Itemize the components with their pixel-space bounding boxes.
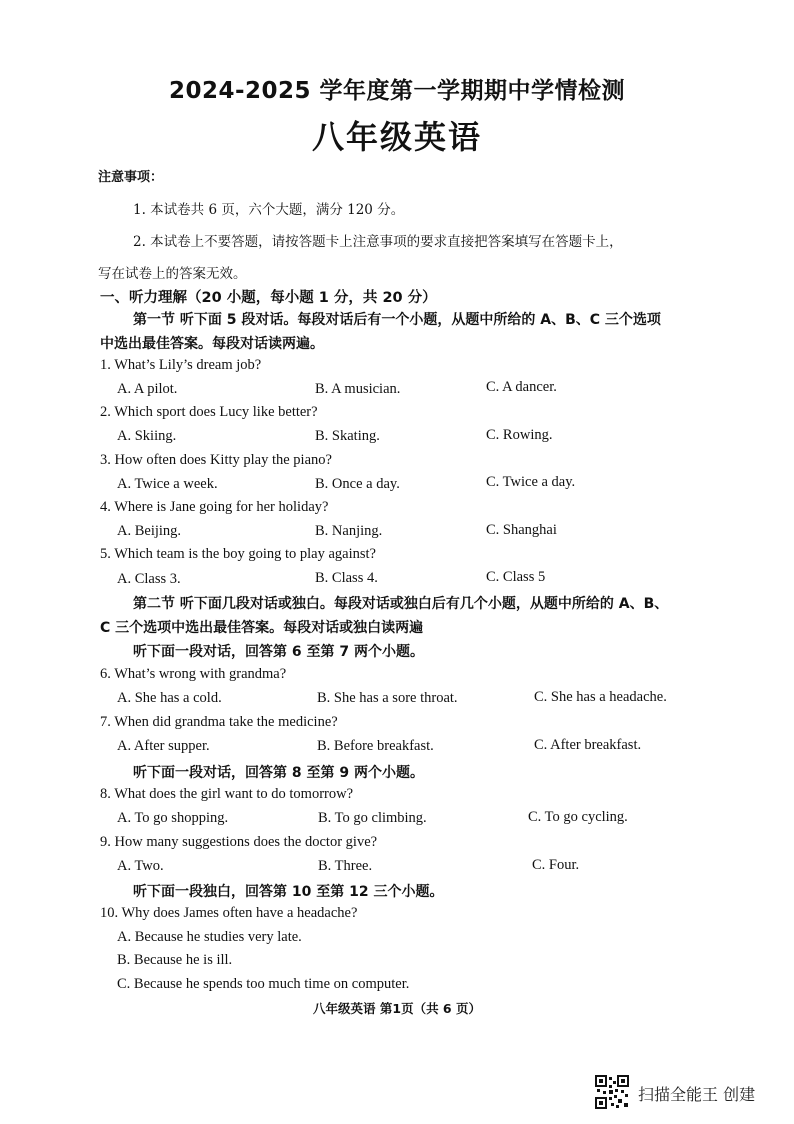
instruction-q10-12: 听下面一段独白，回答第 10 至第 12 三个小题。 bbox=[133, 884, 444, 900]
part-2-instruction: 第二节 听下面几段对话或独白。每段对话或独白后有几个小题，从题中所给的 A、B、 bbox=[133, 596, 669, 612]
option-10b: B. Because he is ill. bbox=[117, 952, 233, 968]
option-6c: C. She has a headache. bbox=[534, 689, 667, 705]
option-8a: A. To go shopping. bbox=[117, 810, 229, 826]
option-2b: B. Skating. bbox=[315, 428, 380, 444]
question-6: 6. What’s wrong with grandma? bbox=[100, 666, 287, 682]
option-4b: B. Nanjing. bbox=[315, 523, 383, 539]
question-5: 5. Which team is the boy going to play against? bbox=[100, 546, 376, 562]
option-1b: B. A musician. bbox=[315, 381, 401, 397]
question-7: 7. When did grandma take the medicine? bbox=[100, 714, 338, 730]
option-4c: C. Shanghai bbox=[486, 522, 557, 538]
notes-heading: 注意事项： bbox=[98, 170, 164, 185]
option-3b: B. Once a day. bbox=[315, 476, 400, 492]
exam-title: 2024-2025 学年度第一学期期中学情检测 bbox=[168, 78, 626, 104]
instruction-q8-9: 听下面一段对话，回答第 8 至第 9 两个小题。 bbox=[133, 765, 424, 781]
section-1-title: 一、听力理解（20 小题，每小题 1 分，共 20 分） bbox=[100, 290, 437, 306]
option-8c: C. To go cycling. bbox=[528, 809, 628, 825]
question-4: 4. Where is Jane going for her holiday? bbox=[100, 499, 329, 515]
option-5c: C. Class 5 bbox=[486, 569, 546, 585]
option-7a: A. After supper. bbox=[117, 738, 210, 754]
question-9: 9. How many suggestions does the doctor give? bbox=[100, 834, 378, 850]
question-10: 10. Why does James often have a headache? bbox=[100, 905, 358, 921]
option-5a: A. Class 3. bbox=[117, 571, 181, 587]
option-10a: A. Because he studies very late. bbox=[117, 929, 302, 945]
notes-item-2-cont: 写在试卷上的答案无效。 bbox=[98, 266, 247, 282]
option-8b: B. To go climbing. bbox=[318, 810, 427, 826]
notes-item-1: 1. 本试卷共 6 页，六个大题，满分 120 分。 bbox=[133, 202, 405, 218]
option-9a: A. Two. bbox=[117, 858, 164, 874]
part-1-instruction-cont: 中选出最佳答案。每段对话读两遍。 bbox=[100, 336, 324, 352]
notes-item-2: 2. 本试卷上不要答题，请按答题卡上注意事项的要求直接把答案填写在答题卡上， bbox=[133, 234, 623, 250]
option-2a: A. Skiing. bbox=[117, 428, 177, 444]
instruction-q6-7: 听下面一段对话，回答第 6 至第 7 两个小题。 bbox=[133, 644, 424, 660]
question-2: 2. Which sport does Lucy like better? bbox=[100, 404, 318, 420]
option-9b: B. Three. bbox=[318, 858, 373, 874]
option-2c: C. Rowing. bbox=[486, 427, 553, 443]
option-6b: B. She has a sore throat. bbox=[317, 690, 458, 706]
question-3: 3. How often does Kitty play the piano? bbox=[100, 452, 332, 468]
option-3c: C. Twice a day. bbox=[486, 474, 576, 490]
option-7b: B. Before breakfast. bbox=[317, 738, 434, 754]
exam-subject: 八年级英语 bbox=[311, 118, 482, 156]
option-1a: A. A pilot. bbox=[117, 381, 178, 397]
option-3a: A. Twice a week. bbox=[117, 476, 218, 492]
part-2-instruction-cont: C 三个选项中选出最佳答案。每段对话或独白读两遍 bbox=[100, 620, 424, 636]
question-8: 8. What does the girl want to do tomorrow? bbox=[100, 786, 354, 802]
option-9c: C. Four. bbox=[532, 857, 580, 873]
option-6a: A. She has a cold. bbox=[117, 690, 222, 706]
option-1c: C. A dancer. bbox=[486, 379, 557, 395]
question-1: 1. What’s Lily’s dream job? bbox=[100, 357, 262, 373]
part-1-instruction: 第一节 听下面 5 段对话。每段对话后有一个小题，从题中所给的 A、B、C 三个选项 bbox=[133, 312, 661, 328]
qr-code-icon bbox=[595, 1075, 629, 1109]
page-footer: 八年级英语 第1页（共 6 页） bbox=[313, 1001, 481, 1016]
option-5b: B. Class 4. bbox=[315, 570, 378, 586]
option-7c: C. After breakfast. bbox=[534, 737, 642, 753]
option-10c: C. Because he spends too much time on computer. bbox=[117, 976, 410, 992]
scanner-watermark: 扫描全能王 创建 bbox=[638, 1085, 756, 1104]
option-4a: A. Beijing. bbox=[117, 523, 182, 539]
